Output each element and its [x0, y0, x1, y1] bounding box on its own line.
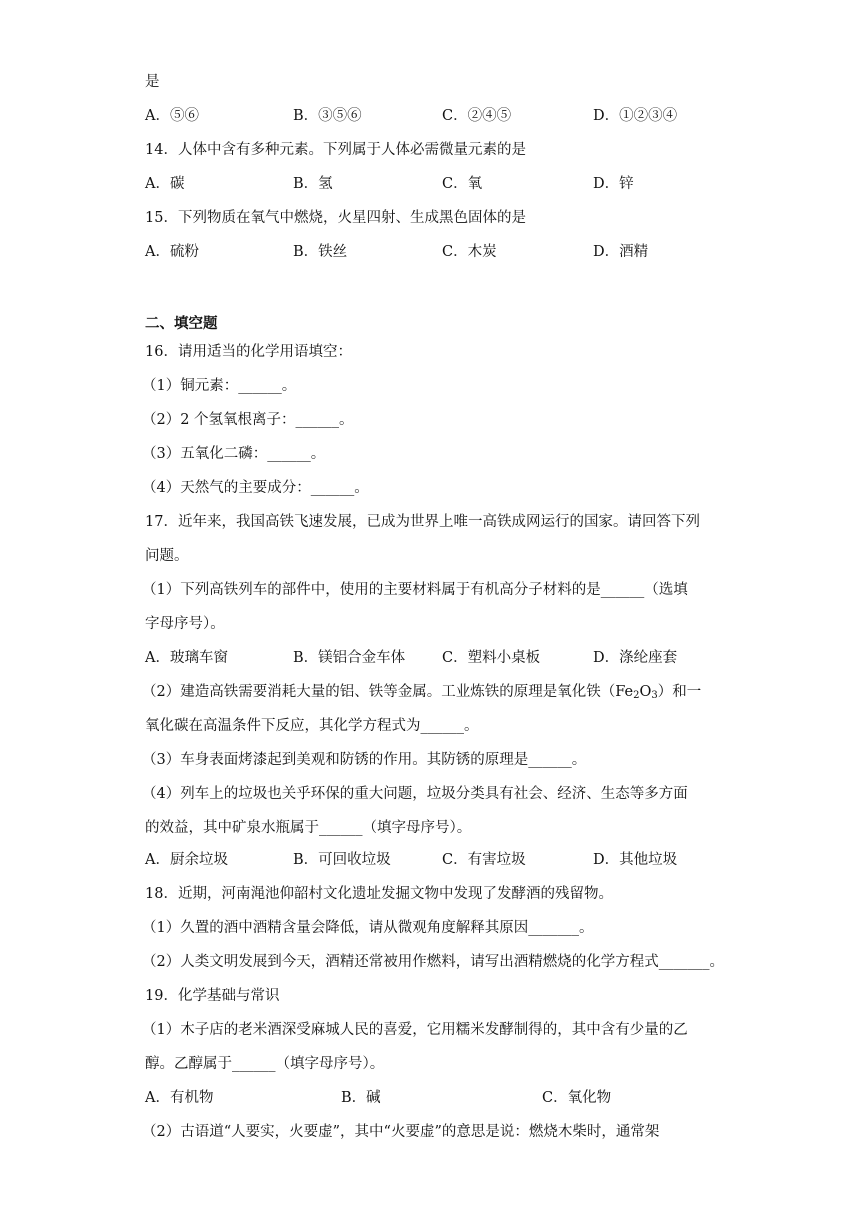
- q14-option-d[interactable]: D．锌: [593, 176, 634, 192]
- q17-option-c[interactable]: C．塑料小桌板: [442, 650, 541, 666]
- q15-stem: 15．下列物质在氧气中燃烧，火星四射、生成黑色固体的是: [145, 210, 526, 226]
- formula-subscript-2: 2: [633, 690, 640, 701]
- q15-option-a[interactable]: A．硫粉: [145, 244, 199, 260]
- q16-part-3: （3）五氧化二磷：______。: [142, 446, 326, 462]
- q17-option-a[interactable]: A．玻璃车窗: [145, 650, 228, 666]
- q14-options: [145, 174, 765, 194]
- q16-part-2: （2）2 个氢氧根离子：______。: [142, 412, 354, 428]
- q19-option-b[interactable]: B．碱: [341, 1090, 381, 1106]
- q13-option-d[interactable]: D．①②③④: [593, 108, 678, 124]
- q17-p4-option-d[interactable]: D．其他垃圾: [593, 852, 678, 868]
- q19-option-a[interactable]: A．有机物: [145, 1090, 214, 1106]
- q17-option-b[interactable]: B．镁铝合金车体: [293, 650, 406, 666]
- formula-subscript-3: 3: [651, 690, 658, 701]
- q18-part-1: （1）久置的酒中酒精含量会降低，请从微观角度解释其原因_______。: [142, 920, 594, 936]
- q19-part2-line1: （2）古语道“人要实，火要虚”，其中“火要虚”的意思是说：燃烧木柴时，通常架: [142, 1124, 660, 1140]
- q16-stem: 16．请用适当的化学用语填空：: [145, 344, 352, 360]
- q15-option-b[interactable]: B．铁丝: [293, 244, 348, 260]
- q13-stem-tail: 是: [145, 74, 160, 90]
- q16-part-1: （1）铜元素：______。: [142, 378, 297, 394]
- q17-part2-line2: 氧化碳在高温条件下反应，其化学方程式为______。: [145, 718, 479, 734]
- q13-option-a[interactable]: A．⑤⑥: [145, 108, 199, 124]
- q17-stem-line1: 17．近年来，我国高铁飞速发展，已成为世界上唯一高铁成网运行的国家。请回答下列: [145, 514, 700, 530]
- q15-option-c[interactable]: C．木炭: [442, 244, 497, 260]
- q19-part1-line2: 醇。乙醇属于______（填字母序号）。: [145, 1056, 385, 1072]
- q17-part1-options: [145, 648, 765, 668]
- q17-option-d[interactable]: D．涤纶座套: [593, 650, 678, 666]
- q17-part3: （3）车身表面烤漆起到美观和防锈的作用。其防锈的原理是______。: [142, 752, 587, 768]
- q13-option-c[interactable]: C．②④⑤: [442, 108, 512, 124]
- q18-stem: 18．近期，河南渑池仰韶村文化遗址发掘文物中发现了发酵酒的残留物。: [145, 886, 613, 902]
- q17-part2-text-a: （2）建造高铁需要消耗大量的铝、铁等金属。工业炼铁的原理是氧化铁（Fe: [142, 684, 634, 700]
- q13-option-b[interactable]: B．③⑤⑥: [293, 108, 362, 124]
- q15-option-d[interactable]: D．酒精: [593, 244, 649, 260]
- q16-part-4: （4）天然气的主要成分：______。: [142, 480, 369, 496]
- q17-part4-line2: 的效益，其中矿泉水瓶属于______（填字母序号）。: [145, 820, 472, 836]
- formula-oxygen: O: [639, 684, 652, 700]
- q17-part2-line1: [142, 682, 701, 702]
- section-title: 二、填空题: [145, 315, 218, 332]
- q18-part-2: （2）人类文明发展到今天，酒精还常被用作燃料，请写出酒精燃烧的化学方程式_______。: [142, 954, 724, 970]
- q19-part1-options: [145, 1088, 765, 1108]
- q17-stem-line2: 问题。: [145, 548, 189, 564]
- q17-part4-line1: （4）列车上的垃圾也关乎环保的重大问题，垃圾分类具有社会、经济、生态等多方面: [142, 786, 688, 802]
- q14-stem: 14．人体中含有多种元素。下列属于人体必需微量元素的是: [145, 142, 526, 158]
- q17-p4-option-c[interactable]: C．有害垃圾: [442, 852, 526, 868]
- q17-part4-options: [145, 850, 765, 870]
- q17-part1-line2: 字母序号）。: [145, 616, 225, 632]
- q13-options: [145, 106, 765, 126]
- q14-option-b[interactable]: B．氢: [293, 176, 333, 192]
- q17-p4-option-a[interactable]: A．厨余垃圾: [145, 852, 228, 868]
- q19-stem: 19．化学基础与常识: [145, 988, 280, 1004]
- q14-option-a[interactable]: A．碳: [145, 176, 185, 192]
- q17-part2-text-b: ）和一: [657, 684, 702, 700]
- q17-p4-option-b[interactable]: B．可回收垃圾: [293, 852, 391, 868]
- q19-option-c[interactable]: C．氧化物: [542, 1090, 612, 1106]
- q15-options: [145, 242, 765, 262]
- q14-option-c[interactable]: C．氧: [442, 176, 483, 192]
- q17-part1-line1: （1）下列高铁列车的部件中，使用的主要材料属于有机高分子材料的是______（选填: [142, 582, 688, 598]
- q19-part1-line1: （1）木子店的老米酒深受麻城人民的喜爱，它用糯米发酵制得的，其中含有少量的乙: [142, 1022, 688, 1038]
